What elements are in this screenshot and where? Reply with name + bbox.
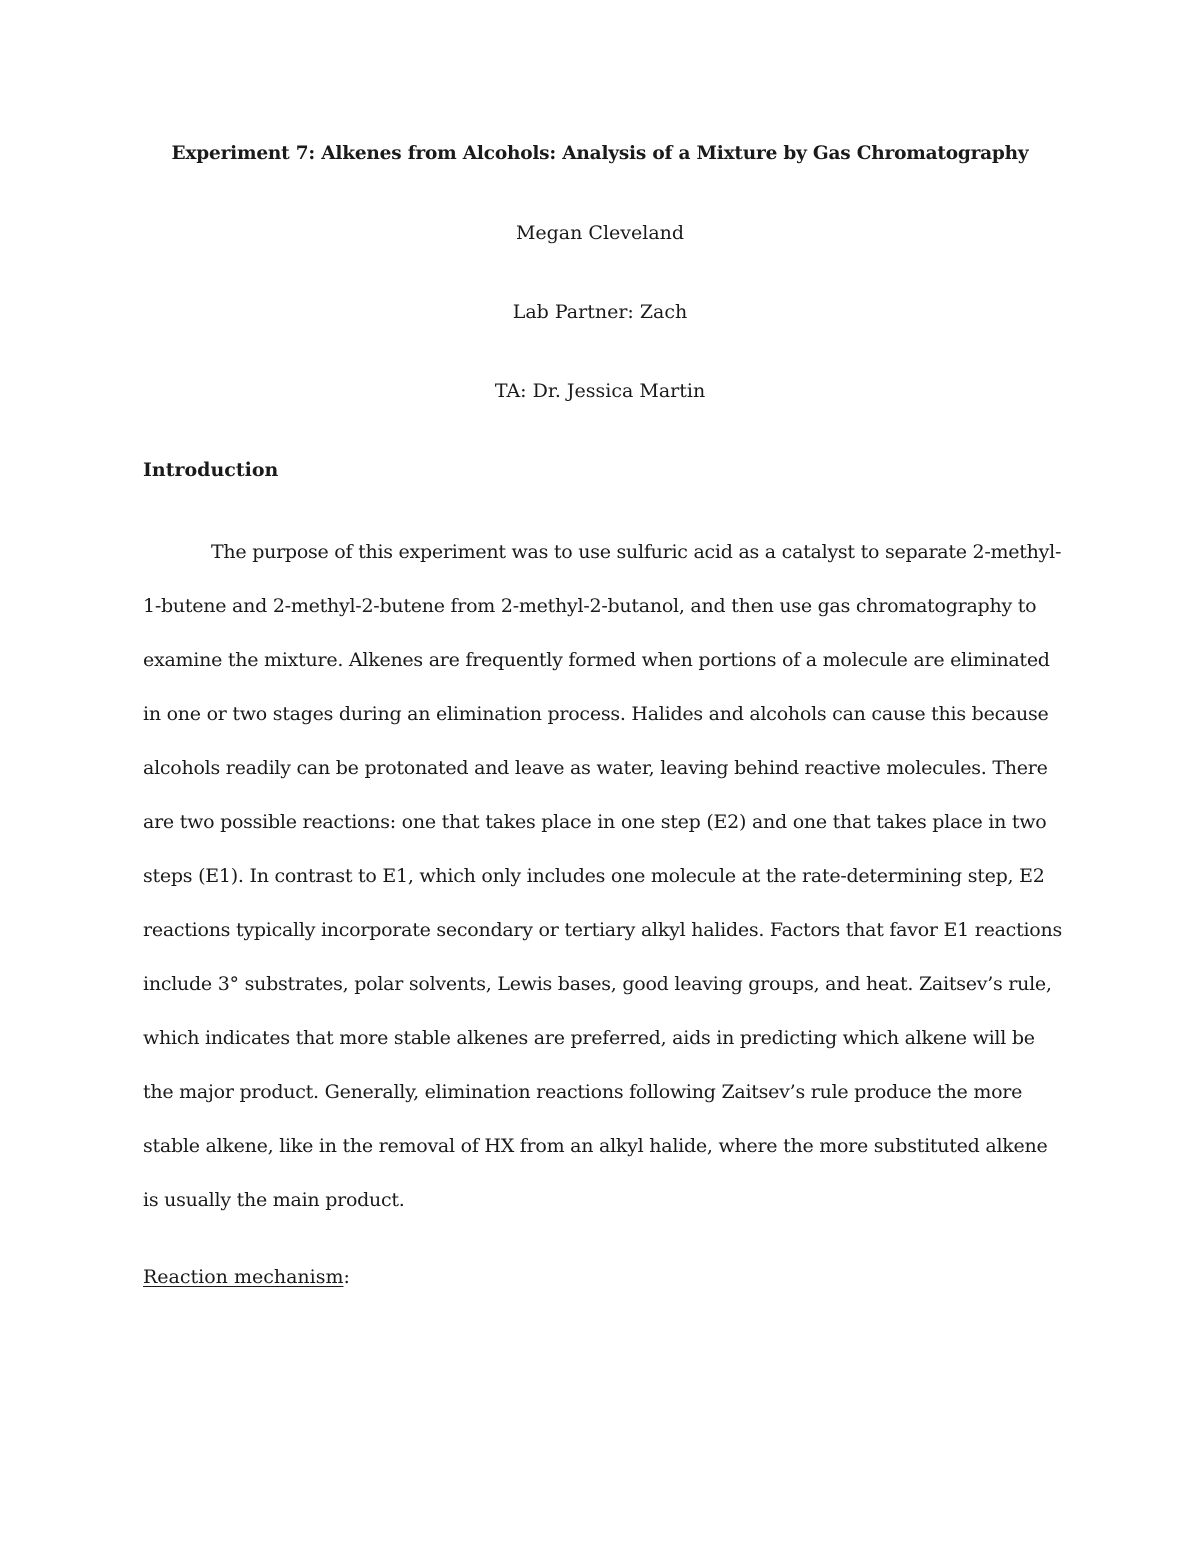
paragraph-line: The purpose of this experiment was to use sulfuric acid as a catalyst to separate 2-methyl- xyxy=(211,541,1062,563)
paragraph-line: which indicates that more stable alkenes are preferred, aids in predicting which alkene will be xyxy=(143,1027,1035,1049)
introduction-paragraph xyxy=(143,532,1063,1234)
teaching-assistant: TA: Dr. Jessica Martin xyxy=(494,380,706,402)
paragraph-line: alcohols readily can be protonated and leave as water, leaving behind reactive molecules. There xyxy=(143,757,1048,779)
paragraph-line: 1-butene and 2-methyl-2-butene from 2-methyl-2-butanol, and then use gas chromatography to xyxy=(143,595,1037,617)
paragraph-line: the major product. Generally, elimination reactions following Zaitsev’s rule produce the more xyxy=(143,1081,1023,1103)
paragraph-line: examine the mixture. Alkenes are frequently formed when portions of a molecule are eliminated xyxy=(143,649,1050,671)
paragraph-line: steps (E1). In contrast to E1, which only includes one molecule at the rate-determining step, E2 xyxy=(143,865,1045,887)
document-title: Experiment 7: Alkenes from Alcohols: Analysis of a Mixture by Gas Chromatography xyxy=(171,143,1029,164)
paragraph-line: is usually the main product. xyxy=(143,1189,405,1211)
reaction-mechanism-label: Reaction mechanism xyxy=(143,1266,344,1288)
reaction-mechanism-heading xyxy=(143,1266,350,1288)
author-name: Megan Cleveland xyxy=(515,222,685,244)
paragraph-line: are two possible reactions: one that takes place in one step (E2) and one that takes place in two xyxy=(143,811,1047,833)
paragraph-line: reactions typically incorporate secondary or tertiary alkyl halides. Factors that favor E1 reactions xyxy=(143,919,1062,941)
lab-partner: Lab Partner: Zach xyxy=(512,301,688,323)
introduction-heading: Introduction xyxy=(143,459,279,481)
reaction-mechanism-colon: : xyxy=(343,1266,350,1288)
paragraph-line: in one or two stages during an elimination process. Halides and alcohols can cause this because xyxy=(143,703,1049,725)
paragraph-line: include 3° substrates, polar solvents, Lewis bases, good leaving groups, and heat. Zaitsev’s rule, xyxy=(143,973,1052,995)
paragraph-line: stable alkene, like in the removal of HX from an alkyl halide, where the more substituted alkene xyxy=(143,1135,1048,1157)
